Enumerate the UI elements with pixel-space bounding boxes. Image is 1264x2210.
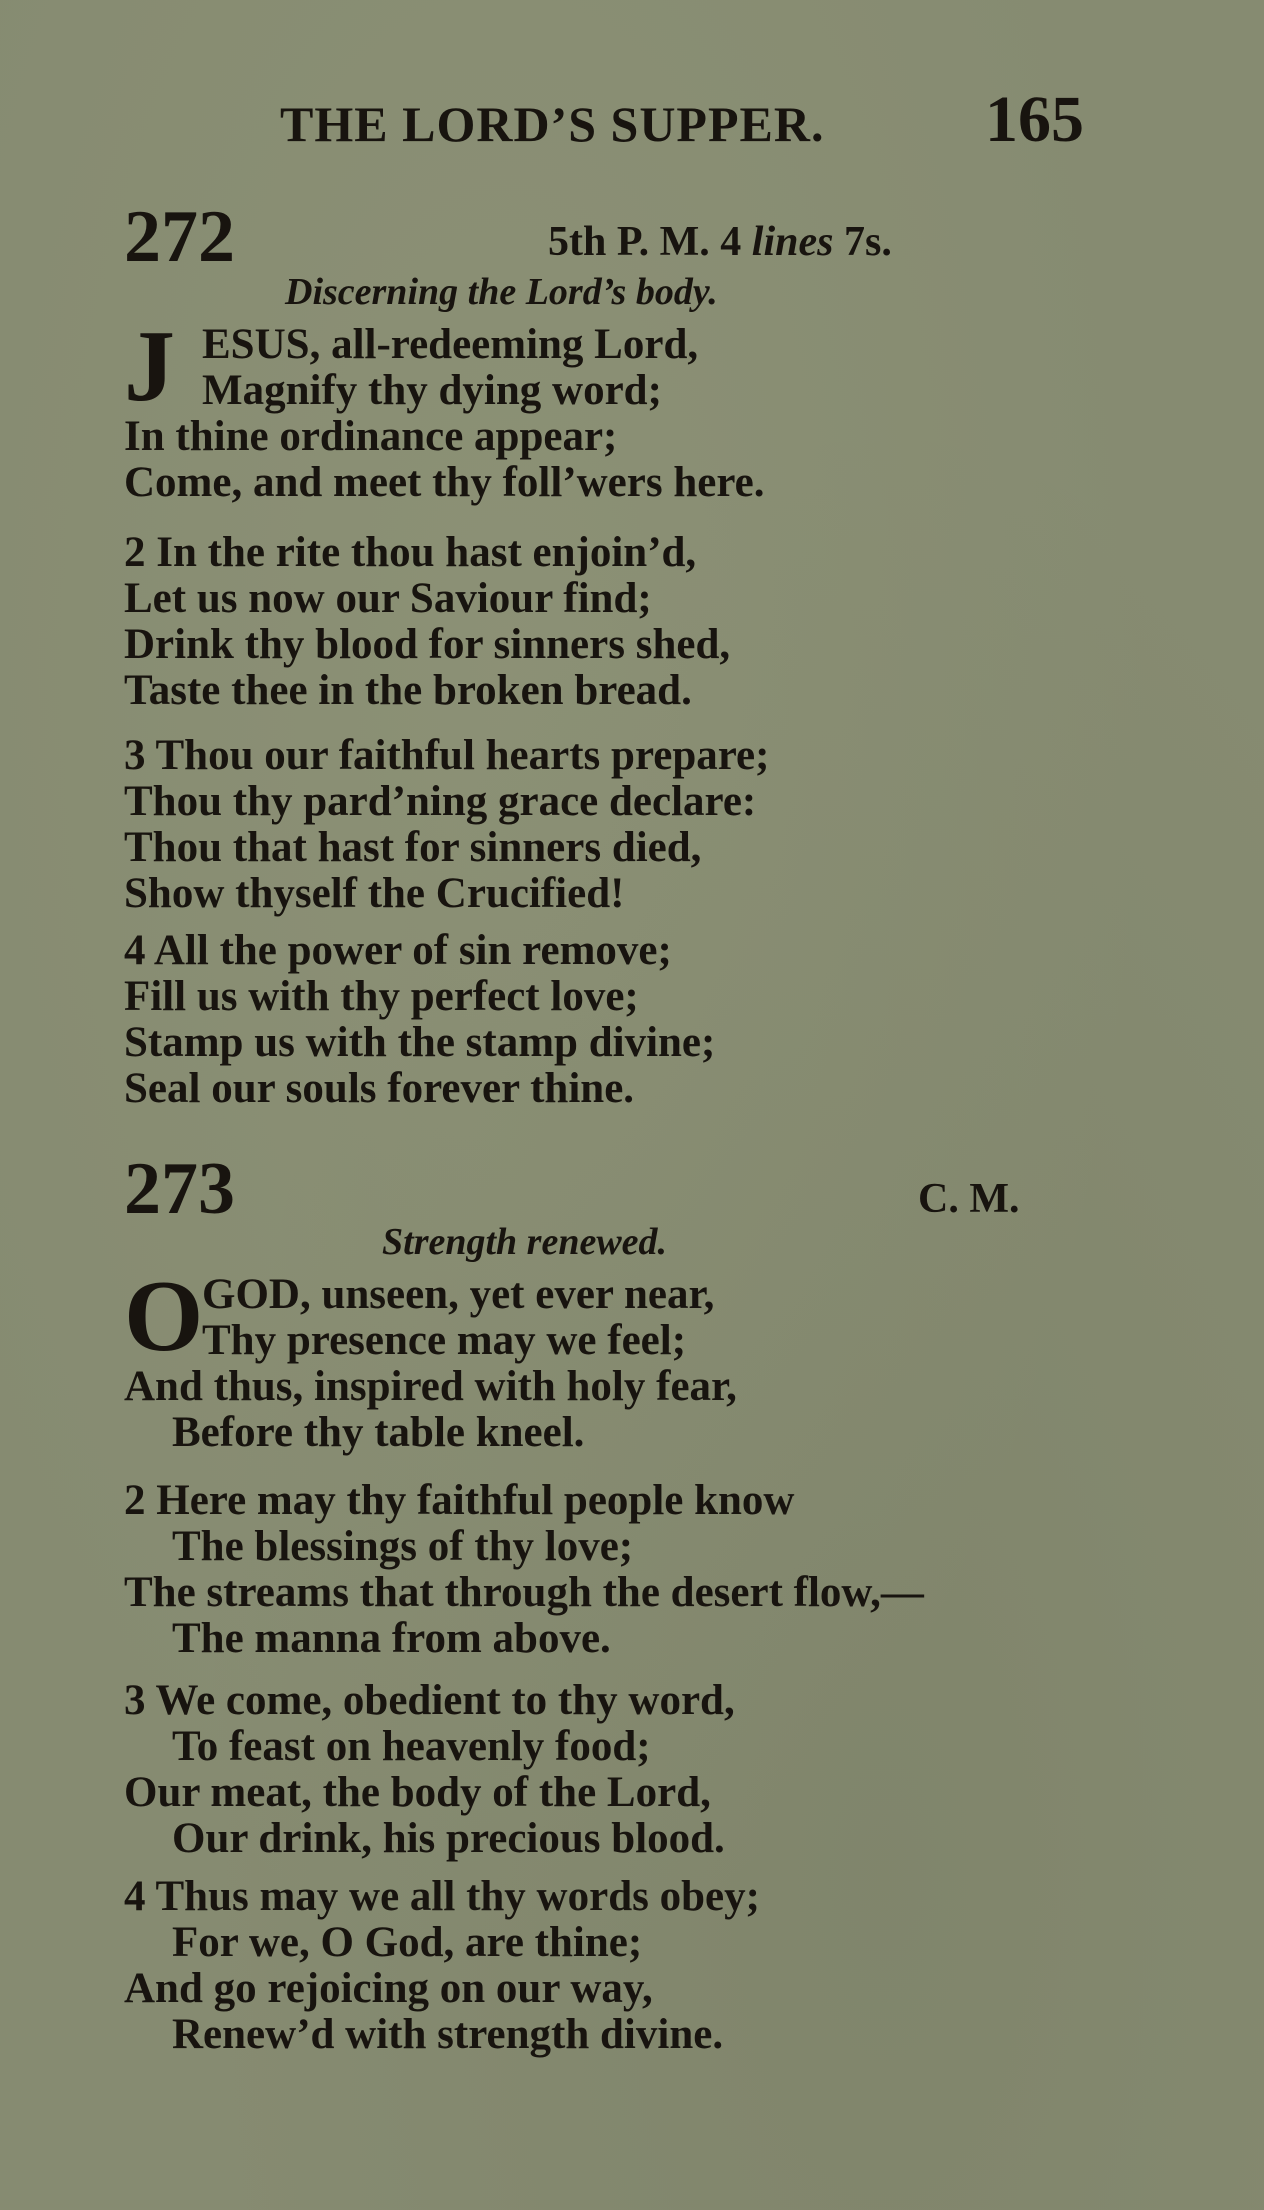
- hymn-number-273: 273: [124, 1148, 235, 1230]
- verse-line: Stamp us with the stamp divine;: [124, 1019, 716, 1066]
- verse-line: Our drink, his precious blood.: [172, 1815, 725, 1862]
- verse-line: And thus, inspired with holy fear,: [124, 1363, 737, 1410]
- hymn-272-verse-3: [124, 733, 1124, 917]
- verse-line: Thy presence may we feel;: [202, 1317, 687, 1364]
- page-number: 165: [985, 83, 1084, 156]
- verse-line: Before thy table kneel.: [172, 1409, 585, 1456]
- dropcap-o: O: [124, 1260, 204, 1373]
- verse-line: 3 We come, obedient to thy word,: [124, 1677, 735, 1724]
- verse-line: Drink thy blood for sinners shed,: [124, 621, 731, 668]
- verse-line: GOD, unseen, yet ever near,: [202, 1271, 715, 1318]
- hymn-273-verse-4: [124, 1874, 1124, 2058]
- verse-line: The streams that through the desert flow,—: [124, 1569, 924, 1616]
- hymn-272-verse-2: [124, 530, 1124, 714]
- verse-line: Fill us with thy perfect love;: [124, 973, 639, 1020]
- verse-line: The manna from above.: [172, 1615, 611, 1662]
- verse-line: ESUS, all-redeeming Lord,: [202, 321, 699, 368]
- verse-line: Renew’d with strength divine.: [172, 2011, 724, 2058]
- verse-line: Show thyself the Crucified!: [124, 870, 625, 917]
- hymn-272-subtitle: Discerning the Lord’s body.: [285, 271, 718, 313]
- verse-line: Seal our souls forever thine.: [124, 1065, 635, 1112]
- verse-line: Let us now our Saviour find;: [124, 575, 652, 622]
- hymn-273-subtitle: Strength renewed.: [382, 1221, 668, 1263]
- verse-line: Magnify thy dying word;: [202, 367, 662, 414]
- hymn-number-272: 272: [124, 196, 235, 278]
- verse-line: For we, O God, are thine;: [172, 1919, 643, 1966]
- verse-line: Thou that hast for sinners died,: [124, 824, 702, 871]
- verse-line: 2 Here may thy faithful people know: [124, 1477, 795, 1524]
- hymn-273-verse-3: [124, 1678, 1124, 1862]
- verse-line: The blessings of thy love;: [172, 1523, 634, 1570]
- dropcap-j: J: [124, 310, 175, 423]
- hymn-272-meter: 5th P. M. 4 lines 7s.: [548, 219, 892, 265]
- verse-line: 2 In the rite thou hast enjoin’d,: [124, 529, 697, 576]
- verse-line: 4 All the power of sin remove;: [124, 927, 672, 974]
- verse-line: 4 Thus may we all thy words obey;: [124, 1873, 760, 1920]
- verse-line: Come, and meet thy foll’wers here.: [124, 459, 765, 506]
- verse-line: And go rejoicing on our way,: [124, 1965, 653, 2012]
- verse-line: Our meat, the body of the Lord,: [124, 1769, 711, 1816]
- verse-line: Taste thee in the broken bread.: [124, 667, 692, 714]
- verse-line: To feast on heavenly food;: [172, 1723, 651, 1770]
- verse-line: Thou thy pard’ning grace declare:: [124, 778, 757, 825]
- verse-line: In thine ordinance appear;: [124, 413, 618, 460]
- hymn-273-meter: C. M.: [918, 1176, 1020, 1222]
- verse-line: 3 Thou our faithful hearts prepare;: [124, 732, 770, 779]
- hymn-273-verse-2: [124, 1478, 1124, 1662]
- hymn-272-verse-1: [124, 310, 1124, 506]
- running-head: THE LORD’S SUPPER.: [280, 96, 825, 152]
- hymn-273-verse-1: [124, 1260, 1124, 1456]
- hymn-272-verse-4: [124, 928, 1124, 1112]
